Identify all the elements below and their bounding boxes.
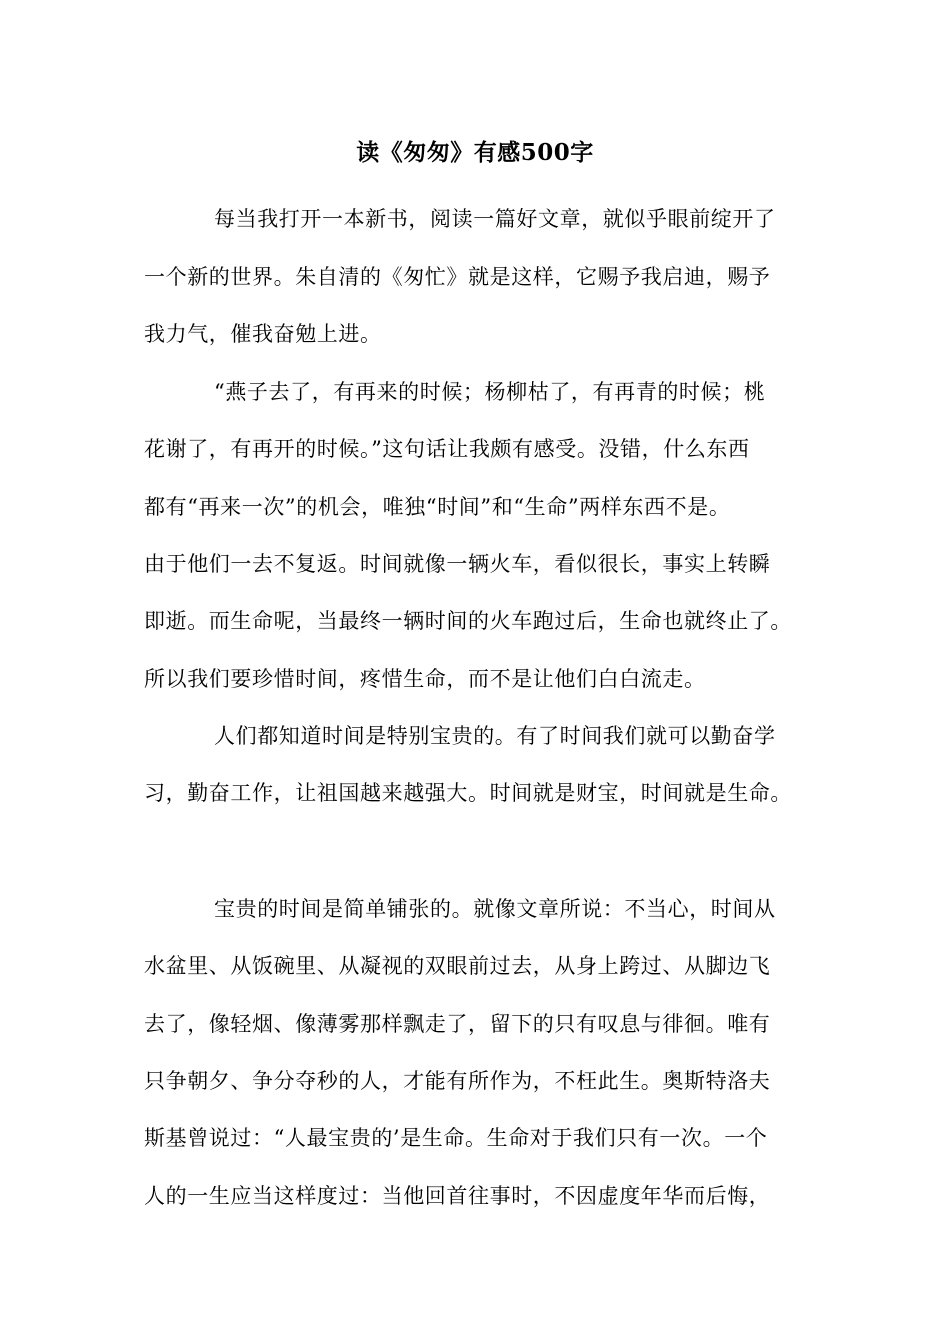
paragraph-line: 人们都知道时间是特别宝贵的。有了时间我们就可以勤奋学 <box>214 724 776 748</box>
paragraph-line: 去了，像轻烟、像薄雾那样飘走了，留下的只有叹息与徘徊。唯有 <box>144 1012 771 1036</box>
paragraph-line: 花谢了，有再开的时候。”这句话让我颇有感受。没错，什么东西 <box>144 437 750 461</box>
paragraph-line: 由于他们一去不复返。时间就像一辆火车，看似很长，事实上转瞬 <box>144 552 771 576</box>
paragraph-line: 水盆里、从饭碗里、从凝视的双眼前过去，从身上跨过、从脚边飞 <box>144 954 771 978</box>
paragraph-line: 即逝。而生命呢，当最终一辆时间的火车跑过后，生命也就终止了。 <box>144 609 792 633</box>
document-title: 读《匆匆》有感500字 <box>356 139 594 166</box>
paragraph-line: 宝贵的时间是简单铺张的。就像文章所说：不当心，时间从 <box>214 897 776 921</box>
paragraph-line: “燕子去了，有再来的时候；杨柳枯了，有再青的时候；桃 <box>214 380 766 404</box>
paragraph-line: 人的一生应当这样度过：当他回首往事时，不因虚度年华而后悔， <box>144 1184 771 1208</box>
paragraph-line: 所以我们要珍惜时间，疼惜生命，而不是让他们白白流走。 <box>144 667 706 691</box>
paragraph-line: 都有“再来一次”的机会，唯独“时间”和“生命”两样东西不是。 <box>144 495 731 519</box>
paragraph-line: 一个新的世界。朱自清的《匆忙》就是这样，它赐予我启迪，赐予 <box>144 265 771 289</box>
paragraph-line: 只争朝夕、争分夺秒的人，才能有所作为，不枉此生。奥斯特洛夫 <box>144 1069 771 1093</box>
paragraph-line: 每当我打开一本新书，阅读一篇好文章，就似乎眼前绽开了 <box>214 207 776 231</box>
paragraph-line: 我力气，催我奋勉上进。 <box>144 322 382 346</box>
paragraph-line: 习，勤奋工作，让祖国越来越强大。时间就是财宝，时间就是生命。 <box>144 781 792 805</box>
paragraph-line: 斯基曾说过：“人最宝贵的’是生命。生命对于我们只有一次。一个 <box>144 1126 768 1150</box>
